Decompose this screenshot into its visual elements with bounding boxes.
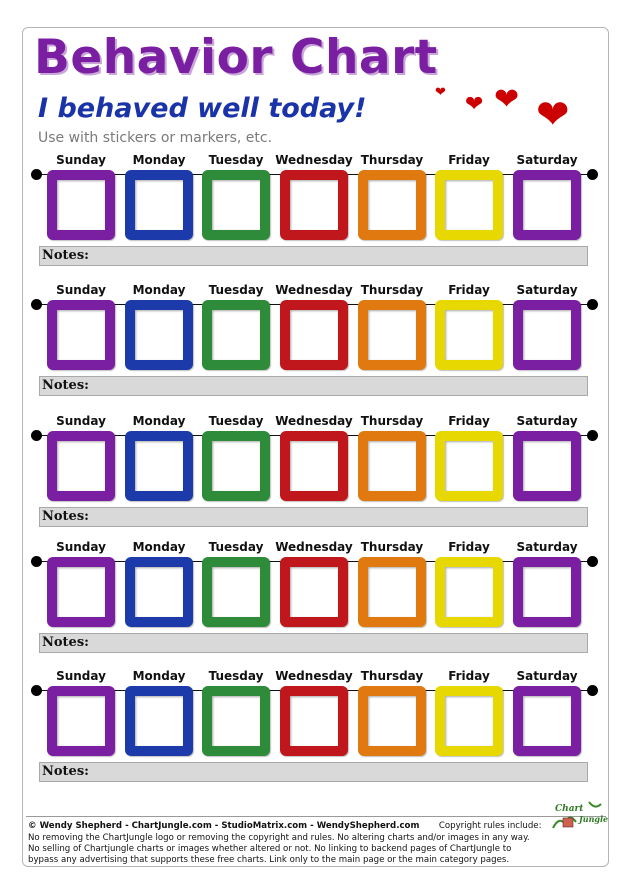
day-label: Wednesday bbox=[275, 283, 353, 297]
sticker-box[interactable] bbox=[202, 170, 270, 240]
sticker-box[interactable] bbox=[47, 557, 115, 627]
day-label: Friday bbox=[448, 540, 490, 554]
day-label: Wednesday bbox=[275, 414, 353, 428]
day-label: Thursday bbox=[360, 153, 424, 167]
day-label: Saturday bbox=[516, 153, 578, 167]
sticker-box[interactable] bbox=[125, 557, 193, 627]
notes-label: Notes: bbox=[42, 764, 89, 779]
week-row bbox=[0, 669, 631, 794]
sticker-box[interactable] bbox=[435, 170, 503, 240]
day-label: Wednesday bbox=[275, 540, 353, 554]
page-subtitle: I behaved well today! bbox=[38, 93, 367, 124]
day-label: Tuesday bbox=[208, 669, 264, 683]
sticker-box[interactable] bbox=[435, 557, 503, 627]
sticker-box[interactable] bbox=[513, 300, 581, 370]
string-pin-dot bbox=[31, 430, 42, 441]
footer-rule-line: bypass any advertising that supports these free charts. Link only to the main page or the main category pages. bbox=[28, 855, 510, 865]
sticker-box[interactable] bbox=[125, 431, 193, 501]
sticker-box[interactable] bbox=[47, 170, 115, 240]
logo-text-top: Chart bbox=[555, 804, 584, 814]
string-pin-dot bbox=[587, 299, 598, 310]
instructions-text: Use with stickers or markers, etc. bbox=[38, 130, 273, 146]
sticker-box[interactable] bbox=[513, 431, 581, 501]
notes-label: Notes: bbox=[42, 635, 89, 650]
day-label: Sunday bbox=[56, 414, 106, 428]
sticker-box[interactable] bbox=[358, 170, 426, 240]
day-label: Sunday bbox=[56, 540, 106, 554]
sticker-box[interactable] bbox=[513, 170, 581, 240]
sticker-box[interactable] bbox=[202, 557, 270, 627]
day-label: Sunday bbox=[56, 669, 106, 683]
footer-rule-line: No removing the ChartJungle logo or removing the copyright and rules. No altering charts and/or images in any way. bbox=[28, 833, 530, 843]
notes-field[interactable] bbox=[39, 376, 588, 396]
day-label: Friday bbox=[448, 283, 490, 297]
footer-rule-line: No selling of Chartjungle charts or images whether altered or not. No linking to backend pages of ChartJungle to bbox=[28, 844, 512, 854]
day-label: Saturday bbox=[516, 669, 578, 683]
string-pin-dot bbox=[587, 685, 598, 696]
chartjungle-logo bbox=[549, 798, 609, 832]
day-label: Saturday bbox=[516, 414, 578, 428]
week-row bbox=[0, 414, 631, 539]
day-label: Friday bbox=[448, 414, 490, 428]
notes-label: Notes: bbox=[42, 378, 89, 393]
day-label: Friday bbox=[448, 153, 490, 167]
day-label: Monday bbox=[132, 153, 186, 167]
day-label: Monday bbox=[132, 669, 186, 683]
day-label: Wednesday bbox=[275, 153, 353, 167]
sticker-box[interactable] bbox=[202, 300, 270, 370]
sticker-box[interactable] bbox=[202, 431, 270, 501]
sticker-box[interactable] bbox=[280, 686, 348, 756]
sticker-box[interactable] bbox=[280, 170, 348, 240]
day-label: Monday bbox=[132, 540, 186, 554]
sticker-box[interactable] bbox=[435, 431, 503, 501]
notes-label: Notes: bbox=[42, 248, 89, 263]
day-label: Monday bbox=[132, 414, 186, 428]
notes-field[interactable] bbox=[39, 762, 588, 782]
string-pin-dot bbox=[31, 169, 42, 180]
notes-field[interactable] bbox=[39, 507, 588, 527]
week-row bbox=[0, 153, 631, 278]
sticker-box[interactable] bbox=[513, 686, 581, 756]
day-label: Tuesday bbox=[208, 540, 264, 554]
day-label: Saturday bbox=[516, 540, 578, 554]
string-pin-dot bbox=[587, 556, 598, 567]
sticker-box[interactable] bbox=[125, 686, 193, 756]
week-row bbox=[0, 540, 631, 665]
sticker-box[interactable] bbox=[513, 557, 581, 627]
sticker-box[interactable] bbox=[202, 686, 270, 756]
sticker-box[interactable] bbox=[358, 431, 426, 501]
logo-text-bottom: Jungle bbox=[579, 814, 609, 824]
heart-icon: ❤ bbox=[465, 92, 484, 117]
day-label: Tuesday bbox=[208, 283, 264, 297]
week-row bbox=[0, 283, 631, 408]
day-label: Tuesday bbox=[208, 414, 264, 428]
day-label: Wednesday bbox=[275, 669, 353, 683]
notes-label: Notes: bbox=[42, 509, 89, 524]
heart-icon: ❤ bbox=[435, 85, 446, 100]
footer bbox=[26, 814, 609, 865]
day-label: Tuesday bbox=[208, 153, 264, 167]
string-pin-dot bbox=[31, 556, 42, 567]
string-pin-dot bbox=[587, 169, 598, 180]
sticker-box[interactable] bbox=[125, 170, 193, 240]
notes-field[interactable] bbox=[39, 633, 588, 653]
string-pin-dot bbox=[31, 299, 42, 310]
footer-rules-heading: Copyright rules include: bbox=[438, 821, 542, 831]
day-label: Thursday bbox=[360, 540, 424, 554]
day-label: Thursday bbox=[360, 414, 424, 428]
day-label: Saturday bbox=[516, 283, 578, 297]
day-label: Monday bbox=[132, 283, 186, 297]
sticker-box[interactable] bbox=[125, 300, 193, 370]
day-label: Friday bbox=[448, 669, 490, 683]
sticker-box[interactable] bbox=[280, 557, 348, 627]
sticker-box[interactable] bbox=[47, 300, 115, 370]
heart-icon: ❤ bbox=[494, 82, 520, 117]
sticker-box[interactable] bbox=[435, 300, 503, 370]
page-title: Behavior Chart bbox=[34, 30, 438, 85]
footer-credits: © Wendy Shepherd - ChartJungle.com - StudioMatrix.com - WendyShepherd.com bbox=[28, 821, 420, 831]
sticker-box[interactable] bbox=[358, 300, 426, 370]
sticker-box[interactable] bbox=[47, 686, 115, 756]
string-pin-dot bbox=[587, 430, 598, 441]
sticker-box[interactable] bbox=[280, 300, 348, 370]
day-label: Thursday bbox=[360, 669, 424, 683]
sticker-box[interactable] bbox=[358, 686, 426, 756]
footer-copyright-line bbox=[28, 822, 542, 831]
day-label: Sunday bbox=[56, 283, 106, 297]
sticker-box[interactable] bbox=[435, 686, 503, 756]
notes-field[interactable] bbox=[39, 246, 588, 266]
day-label: Thursday bbox=[360, 283, 424, 297]
string-pin-dot bbox=[31, 685, 42, 696]
sticker-box[interactable] bbox=[280, 431, 348, 501]
heart-icon: ❤ bbox=[536, 92, 570, 138]
day-label: Sunday bbox=[56, 153, 106, 167]
sticker-box[interactable] bbox=[358, 557, 426, 627]
sticker-box[interactable] bbox=[47, 431, 115, 501]
